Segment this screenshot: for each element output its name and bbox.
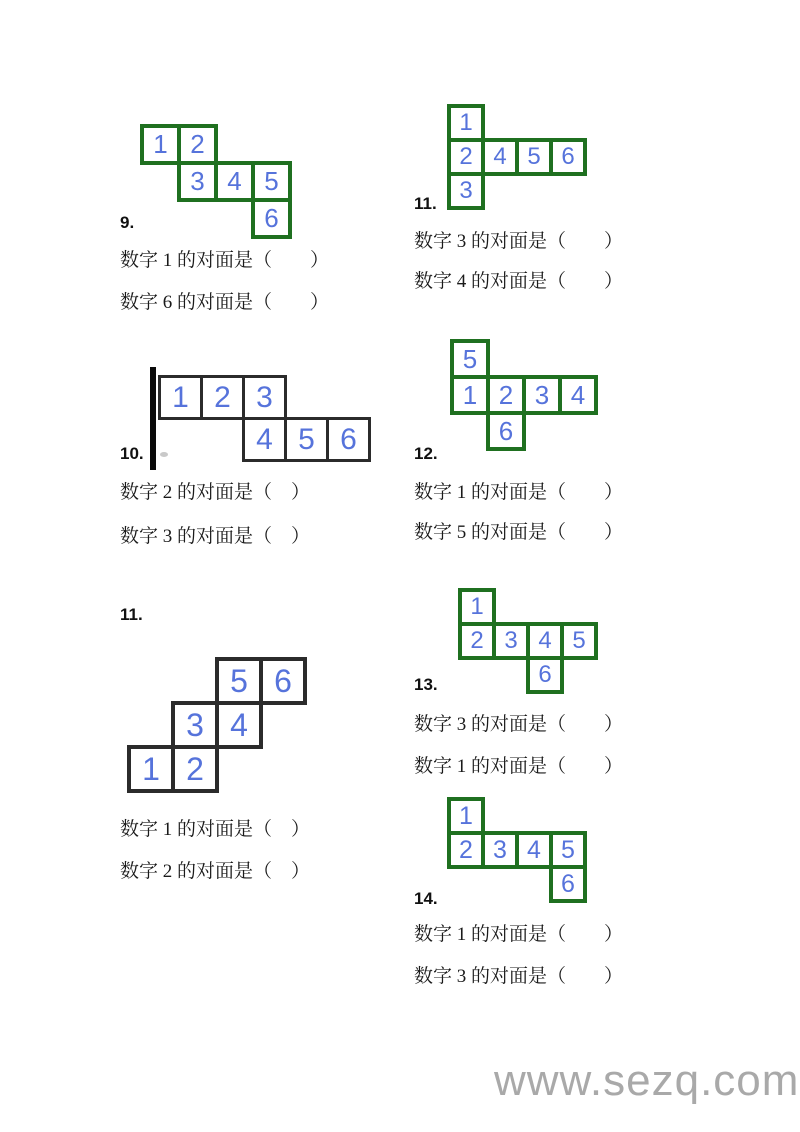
- problem-12-question-1: 数字 1 的对面是（ ）: [414, 482, 624, 503]
- problem-12-net-cell-4: 4: [558, 375, 598, 415]
- problem-9-number: 9.: [120, 213, 135, 232]
- problem-11-left-net-cell-2: 2: [171, 745, 219, 793]
- vertical-bar-artifact: [150, 367, 156, 470]
- problem-14-question-1: 数字 1 的对面是（ ）: [414, 924, 624, 945]
- problem-13-net-cell-3: 3: [492, 622, 530, 660]
- problem-14-net-cell-4: 4: [515, 831, 553, 869]
- problem-11-right-number: 11.: [414, 194, 437, 213]
- problem-10-net-cell-4: 4: [242, 417, 287, 462]
- problem-10-number: 10.: [120, 444, 144, 463]
- problem-9-net-cell-5: 5: [251, 161, 292, 202]
- problem-14-question-2: 数字 3 的对面是（ ）: [414, 966, 624, 987]
- problem-11-right-question-2: 数字 4 的对面是（ ）: [414, 271, 624, 292]
- problem-14-net-cell-3: 3: [481, 831, 519, 869]
- problem-14-net-cell-6: 6: [549, 865, 587, 903]
- problem-11-left-question-1: 数字 1 的对面是（ ）: [120, 819, 311, 840]
- problem-9-net-cell-3: 3: [177, 161, 218, 202]
- problem-10-net-cell-3: 3: [242, 375, 287, 420]
- problem-13-question-1: 数字 3 的对面是（ ）: [414, 714, 624, 735]
- problem-12-question-2: 数字 5 的对面是（ ）: [414, 522, 624, 543]
- problem-10-question-1: 数字 2 的对面是（ ）: [120, 482, 311, 503]
- problem-12-net-cell-5: 5: [450, 339, 490, 379]
- problem-10-net-cell-1: 1: [158, 375, 203, 420]
- problem-11-left-net-cell-6: 6: [259, 657, 307, 705]
- problem-11-left-number: 11.: [120, 605, 143, 624]
- problem-9-question-1: 数字 1 的对面是（ ）: [120, 250, 330, 271]
- problem-12-net-cell-3: 3: [522, 375, 562, 415]
- problem-9-net-cell-4: 4: [214, 161, 255, 202]
- problem-12-net-cell-1: 1: [450, 375, 490, 415]
- problem-11-right-net-cell-6: 6: [549, 138, 587, 176]
- problem-12-number: 12.: [414, 444, 438, 463]
- problem-14-number: 14.: [414, 889, 438, 908]
- problem-14-net-cell-1: 1: [447, 797, 485, 835]
- problem-12-net-cell-6: 6: [486, 411, 526, 451]
- watermark: www.sezq.com: [494, 1056, 800, 1105]
- problem-13-question-2: 数字 1 的对面是（ ）: [414, 756, 624, 777]
- problem-9-net-cell-2: 2: [177, 124, 218, 165]
- scan-artifact: [160, 452, 168, 457]
- problem-9-net-cell-6: 6: [251, 198, 292, 239]
- problem-11-right-net-cell-5: 5: [515, 138, 553, 176]
- problem-10-question-2: 数字 3 的对面是（ ）: [120, 526, 311, 547]
- problem-13-net-cell-2: 2: [458, 622, 496, 660]
- problem-13-net-cell-5: 5: [560, 622, 598, 660]
- problem-11-left-net-cell-3: 3: [171, 701, 219, 749]
- problem-11-right-net-cell-2: 2: [447, 138, 485, 176]
- problem-9-question-2: 数字 6 的对面是（ ）: [120, 292, 330, 313]
- problem-10-net-cell-6: 6: [326, 417, 371, 462]
- problem-12-net-cell-2: 2: [486, 375, 526, 415]
- problem-14-net-cell-5: 5: [549, 831, 587, 869]
- problem-11-left-net-cell-4: 4: [215, 701, 263, 749]
- problem-11-right-net-cell-4: 4: [481, 138, 519, 176]
- problem-11-right-net-cell-3: 3: [447, 172, 485, 210]
- problem-10-net-cell-5: 5: [284, 417, 329, 462]
- problem-13-net-cell-6: 6: [526, 656, 564, 694]
- problem-13-number: 13.: [414, 675, 438, 694]
- problem-13-net-cell-1: 1: [458, 588, 496, 626]
- problem-13-net-cell-4: 4: [526, 622, 564, 660]
- problem-11-right-question-1: 数字 3 的对面是（ ）: [414, 231, 624, 252]
- problem-11-left-net-cell-1: 1: [127, 745, 175, 793]
- problem-14-net-cell-2: 2: [447, 831, 485, 869]
- problem-11-left-net-cell-5: 5: [215, 657, 263, 705]
- problem-11-right-net-cell-1: 1: [447, 104, 485, 142]
- problem-11-left-question-2: 数字 2 的对面是（ ）: [120, 861, 311, 882]
- problem-9-net-cell-1: 1: [140, 124, 181, 165]
- problem-10-net-cell-2: 2: [200, 375, 245, 420]
